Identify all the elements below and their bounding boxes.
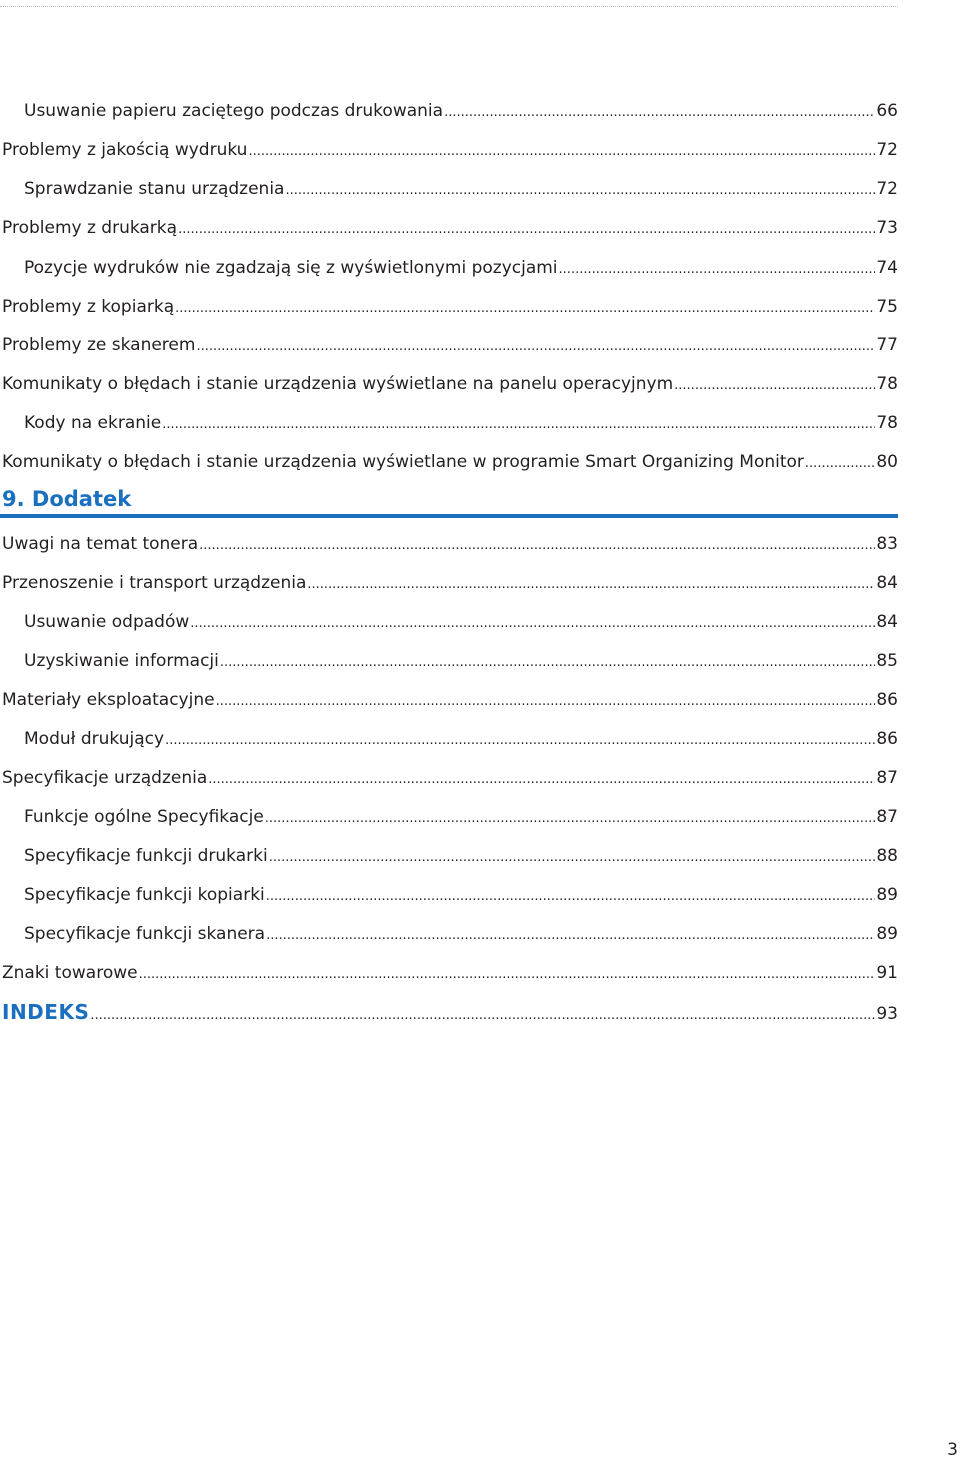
toc-dot-leader (220, 646, 875, 676)
toc-entry[interactable] (0, 213, 898, 243)
toc-entry-index[interactable] (0, 997, 898, 1027)
toc-entry-page: 89 (876, 924, 898, 944)
toc-entry[interactable] (0, 919, 898, 949)
toc-entry[interactable] (0, 568, 898, 598)
toc-entry-page: 84 (876, 612, 898, 632)
toc-entry-page: 91 (876, 963, 898, 983)
toc-entry[interactable] (0, 841, 898, 871)
toc-entry-title: Specyfikacje funkcji skanera (24, 924, 266, 944)
toc-entry-title: Problemy ze skanerem (2, 335, 196, 355)
toc-entry[interactable] (0, 292, 898, 322)
toc-entry-page: 73 (876, 218, 898, 238)
toc-dot-leader (266, 880, 876, 910)
toc-entry-page: 89 (876, 885, 898, 905)
toc-entry-title: INDEKS (2, 1000, 90, 1024)
toc-dot-leader (208, 763, 875, 793)
toc-entry[interactable] (0, 802, 898, 832)
toc-dot-leader (162, 408, 875, 438)
toc-entry-title: Przenoszenie i transport urządzenia (2, 573, 307, 593)
toc-entry[interactable] (0, 330, 898, 360)
toc-entry-page: 83 (876, 534, 898, 554)
toc-entry-title: Znaki towarowe (2, 963, 138, 983)
toc-entry[interactable] (0, 408, 898, 438)
toc-entry[interactable] (0, 369, 898, 399)
toc-entry-title: Uwagi na temat tonera (2, 534, 199, 554)
toc-entry[interactable] (0, 135, 898, 165)
toc-entry-page: 86 (876, 690, 898, 710)
toc-dot-leader (216, 685, 876, 715)
toc-dot-leader (269, 841, 876, 871)
toc-entry-page: 72 (876, 179, 898, 199)
toc-entry[interactable] (0, 880, 898, 910)
top-rule (0, 6, 898, 7)
toc-entry-title: Materiały eksploatacyjne (2, 690, 215, 710)
toc-entry-title: Funkcje ogólne Specyfikacje (24, 807, 264, 827)
toc-entry-page: 78 (876, 413, 898, 433)
toc-dot-leader (248, 135, 875, 165)
toc-entry-title: Pozycje wydruków nie zgadzają się z wyświetlonymi pozycjami (24, 258, 558, 278)
toc-entry-title: Usuwanie papieru zaciętego podczas drukowania (24, 101, 444, 121)
toc-entry-page: 84 (876, 573, 898, 593)
toc-entry[interactable] (0, 96, 898, 126)
toc-dot-leader (199, 529, 875, 559)
toc-dot-leader (266, 919, 875, 949)
toc-entry-title: Moduł drukujący (24, 729, 165, 749)
chapter-rule (0, 514, 898, 518)
toc-dot-leader (139, 958, 876, 988)
toc-entry-title: Komunikaty o błędach i stanie urządzenia wyświetlane na panelu operacyjnym (2, 374, 674, 394)
toc-entry-title: Sprawdzanie stanu urządzenia (24, 179, 285, 199)
toc-dot-leader (559, 253, 876, 283)
toc-entry[interactable] (0, 685, 898, 715)
toc-entry-page: 78 (876, 374, 898, 394)
toc-dot-leader (90, 999, 875, 1029)
toc-entry[interactable] (0, 447, 898, 477)
toc-entry-page: 87 (876, 768, 898, 788)
toc-entry[interactable] (0, 253, 898, 283)
toc-entry-title: Problemy z drukarką (2, 218, 178, 238)
toc-entry-page: 93 (876, 1004, 898, 1024)
toc-entry-title: Kody na ekranie (24, 413, 162, 433)
toc-entry-title: Specyfikacje urządzenia (2, 768, 208, 788)
toc-entry-page: 80 (876, 452, 898, 472)
toc-entry-page: 77 (876, 335, 898, 355)
toc-dot-leader (175, 292, 875, 322)
toc-entry-title: Usuwanie odpadów (24, 612, 190, 632)
page-number: 3 (947, 1440, 958, 1460)
toc-entry-page: 86 (876, 729, 898, 749)
toc-entry[interactable] (0, 607, 898, 637)
toc-entry-title: Specyfikacje funkcji drukarki (24, 846, 268, 866)
toc-entry-title: Uzyskiwanie informacji (24, 651, 219, 671)
toc-dot-leader (805, 447, 875, 477)
toc-dot-leader (196, 330, 875, 360)
toc-entry[interactable] (0, 646, 898, 676)
toc-dot-leader (307, 568, 875, 598)
chapter-heading[interactable]: 9. Dodatek (2, 487, 132, 511)
toc-dot-leader (674, 369, 875, 399)
toc-dot-leader (444, 96, 875, 126)
toc-entry-title: Specyfikacje funkcji kopiarki (24, 885, 265, 905)
toc-entry-page: 88 (876, 846, 898, 866)
toc-dot-leader (265, 802, 876, 832)
toc-entry[interactable] (0, 529, 898, 559)
toc-dot-leader (165, 724, 875, 754)
toc-entry-page: 85 (876, 651, 898, 671)
toc-dot-leader (178, 213, 875, 243)
toc-entry-title: Problemy z jakością wydruku (2, 140, 248, 160)
toc-entry-title: Problemy z kopiarką (2, 297, 175, 317)
toc-entry-title: Komunikaty o błędach i stanie urządzenia wyświetlane w programie Smart Organizing Monitor (2, 452, 804, 472)
toc-dot-leader (190, 607, 875, 637)
toc-entry[interactable] (0, 174, 898, 204)
toc-entry[interactable] (0, 763, 898, 793)
toc-entry-page: 75 (876, 297, 898, 317)
toc-entry[interactable] (0, 958, 898, 988)
toc-entry-page: 87 (876, 807, 898, 827)
toc-dot-leader (285, 174, 875, 204)
toc-entry-page: 74 (876, 258, 898, 278)
toc-entry[interactable] (0, 724, 898, 754)
toc-entry-page: 72 (876, 140, 898, 160)
toc-entry-page: 66 (876, 101, 898, 121)
